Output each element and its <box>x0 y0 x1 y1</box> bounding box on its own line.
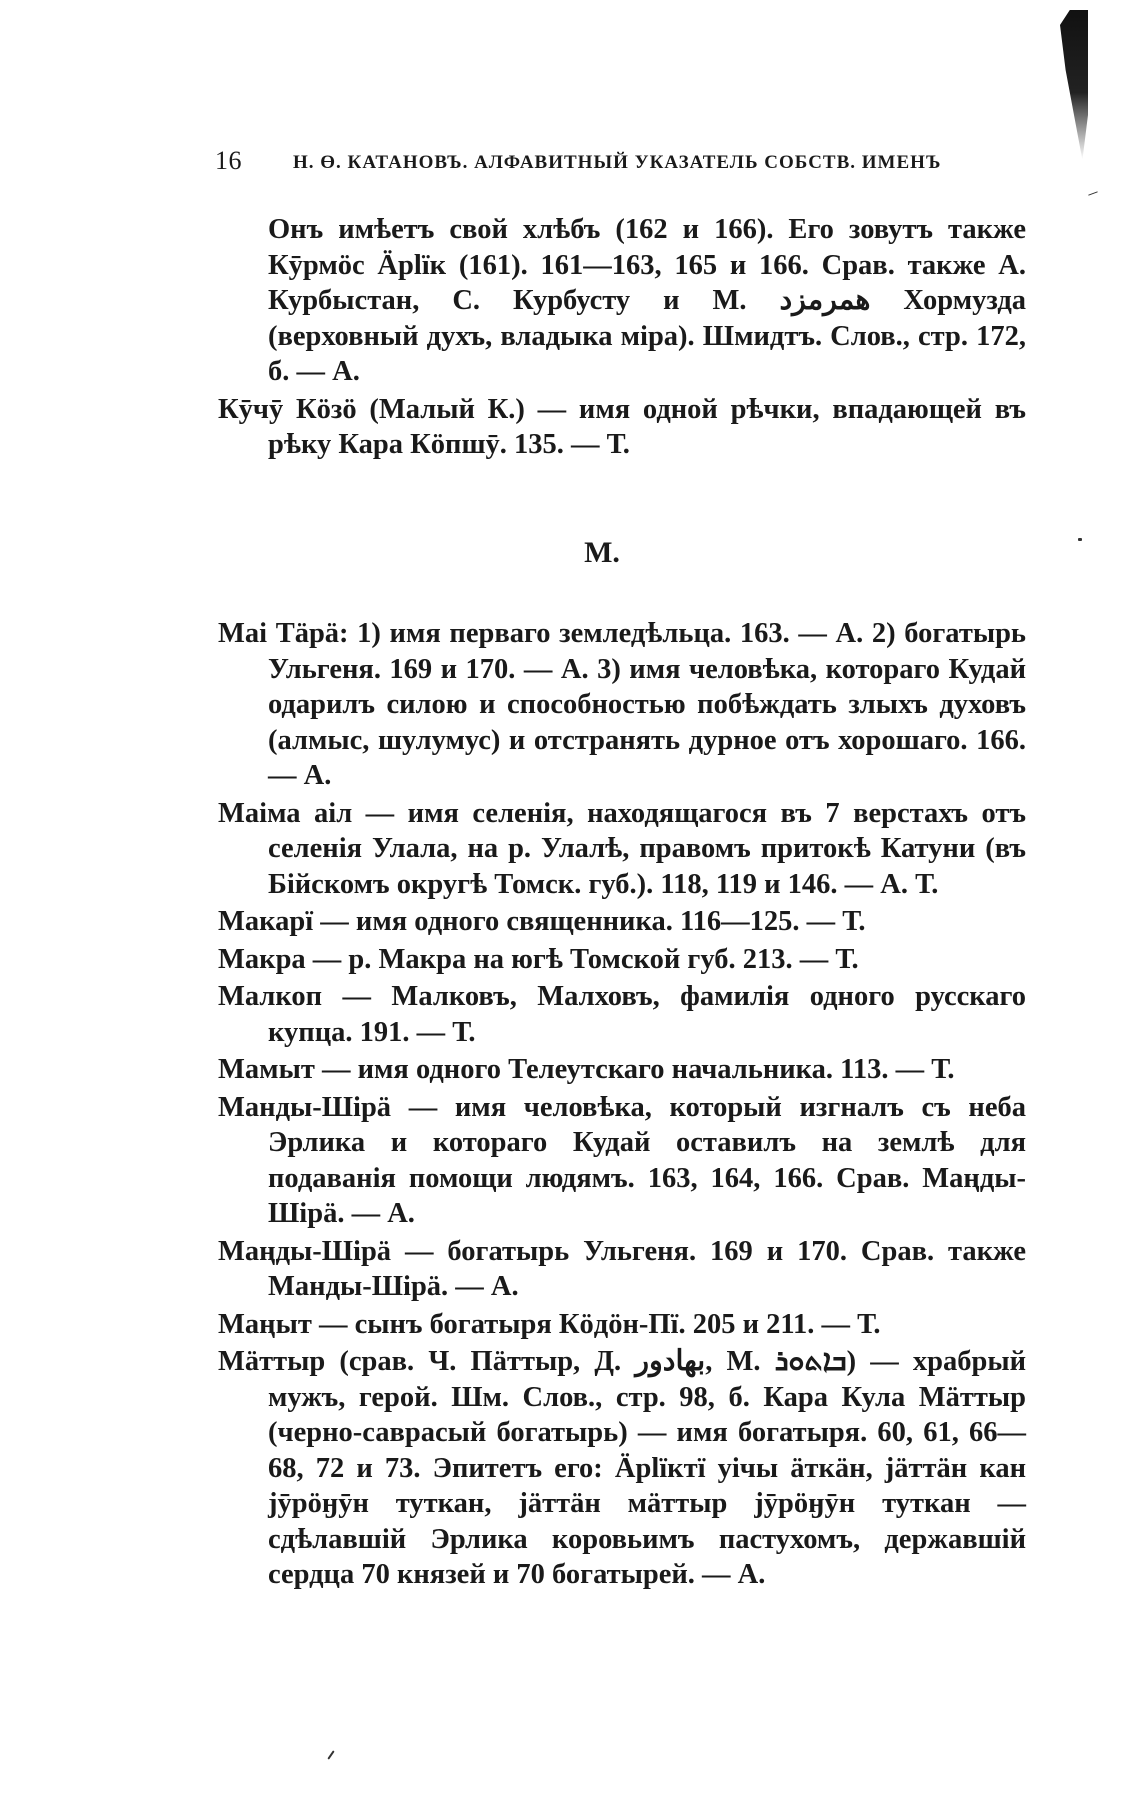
scan-speck <box>1088 191 1098 195</box>
index-entry-mamyt: Мамыт — имя одного Телеутскаго начальника. 113. — Т. <box>218 1054 955 1085</box>
scan-edge-mark <box>1060 10 1088 160</box>
index-entry-mai-tara: Маі Тäрä: 1) имя перваго земледѣльца. 163. — А. 2) богатырь Ульгеня. 169 и 170. — А. 3) имя человѣка, котораго Кудай одарилъ силою и способностью побѣждать злыхъ духовъ (алмыс, шулумус) и отстранять дурное отъ хорошаго. 166. — А. <box>218 618 1026 791</box>
index-entry-malkop: Малкоп — Малковъ, Малховъ, фамилія одного русскаго купца. 191. — Т. <box>218 981 1026 1048</box>
continued-paragraph: Онъ имѣетъ свой хлѣбъ (162 и 166). Его зовутъ также Кӯрмӧс Äрlïк (161). 161—163, 165 и 166. Срав. также А. Курбыстан, С. Курбусту и М. ھمرمزد Хормузда (верховный духъ, владыка міра). Шмидтъ. Слов., стр. 172, б. — А. <box>268 214 1026 387</box>
index-entry-mandy-shira: Манды-Шірä — имя человѣка, который изгналъ съ неба Эрлика и котораго Кудай оставилъ на землѣ для подаванія помощи людямъ. 163, 164, 166. Срав. Маңды-Шірä. — А. <box>218 1091 1026 1229</box>
text-column <box>218 212 1026 1595</box>
scan-speck <box>1078 538 1082 541</box>
index-entry-makra: Макра — р. Макра на югѣ Томской губ. 213. — Т. <box>218 943 859 975</box>
section-letter: М. <box>584 535 620 569</box>
scan-speck <box>327 1750 334 1759</box>
page-number: 16 <box>215 146 242 175</box>
index-entry-mangyt: Маңыт — сынъ богатыря Кӧдӧн-Пї. 205 и 211. — Т. <box>218 1308 881 1340</box>
index-entry-kuchu-kozo: Кӯчӯ Кӧзӧ (Малый К.) — имя одной рѣчки, впадающей въ рѣку Кара Кӧпшӯ. 135. — Т. <box>218 393 1026 460</box>
running-title: Н. Ө. КАТАНОВЪ. АЛФАВИТНЫЙ УКАЗАТЕЛЬ СОБСТВ. ИМЕНЪ <box>293 152 942 173</box>
index-entry-makari: Макарї — имя одного священника. 116—125. — Т. <box>218 906 866 937</box>
page-header <box>215 146 1025 176</box>
index-entry-maima-ail: Маіма аіл — имя селенія, находящагося въ 7 верстахъ отъ селенія Улала, на р. Улалѣ, правомъ притокѣ Катуни (въ Бійскомъ округѣ Томск. губ.). 118, 119 и 146. — А. Т. <box>218 797 1026 900</box>
index-entry-mangdy-shira: Маңды-Шірä — богатырь Ульгеня. 169 и 170. Срав. также Манды-Шірä. — А. <box>218 1235 1026 1302</box>
index-entry-mattyr: Мäттыр (срав. Ч. Пäттыр, Д. بهادور, М. ܒܐܬܘܪ) — храбрый мужъ, герой. Шм. Слов., стр. 98, б. Кара Кула Мäттыр (черно-саврасый богатырь) — имя богатыря. 60, 61, 66—68, 72 и 73. Эпитетъ его: Äрlïктï уічы äткäн, јäттäн кан јӯрӧӈӯн туткан, јäттäн мäттыр јӯрӧӈӯн туткан — сдѣлавшій Эрлика коровьимъ пастухомъ, державшій сердца 70 князей и 70 богатырей. — А. <box>218 1346 1026 1590</box>
